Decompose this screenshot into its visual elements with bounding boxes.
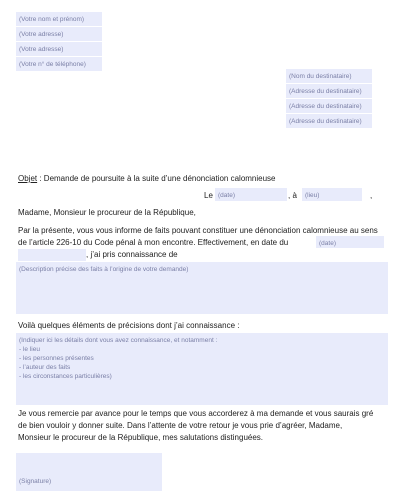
sender-name-field[interactable]: (Votre nom et prénom) [16, 12, 102, 26]
sender-address-field-1[interactable]: (Votre adresse) [16, 27, 102, 41]
fact-inline-field[interactable] [18, 249, 86, 261]
sender-phone-field[interactable]: (Votre n° de téléphone) [16, 57, 102, 71]
closing-line1: Je vous remercie par avance pour le temps que vous accorderez à ma demande et vous saurais gré [18, 409, 374, 418]
sender-address-field-2[interactable]: (Votre adresse) [16, 42, 102, 56]
signature-placeholder: (Signature) [19, 478, 52, 485]
date-suffix: , [370, 191, 373, 200]
salutation: Madame, Monsieur le procureur de la République, [18, 208, 196, 217]
para1-line3: , j’ai pris connaissance de [86, 250, 178, 259]
subject-line [18, 173, 276, 185]
signature-field[interactable] [16, 453, 162, 491]
recipient-address-field-1[interactable]: (Adresse du destinataire) [286, 84, 372, 98]
recipient-address-field-2[interactable]: (Adresse du destinataire) [286, 99, 372, 113]
date-field[interactable]: (date) [215, 188, 287, 201]
subject-text: : Demande de poursuite à la suite d’une dénonciation calomnieuse [37, 174, 276, 183]
details-field[interactable]: (Indiquer ici les détails dont vous avez connaissance, et notamment : - le lieu - les personnes présentes - l’auteur des faits - les circonstances particulières) [16, 333, 388, 405]
date-at: , à [288, 191, 297, 200]
subject-label: Objet [18, 174, 38, 183]
description-field[interactable]: (Description précise des faits à l’origine de votre demande) [16, 262, 388, 314]
para1-line1: Par la présente, vous vous informe de faits pouvant constituer une dénonciation calomnieuse au sens [18, 226, 378, 235]
date-prefix: Le [204, 191, 213, 200]
closing-line3: Monsieur le procureur de la République, mes salutations distinguées. [18, 433, 264, 442]
recipient-address-field-3[interactable]: (Adresse du destinataire) [286, 114, 372, 128]
recipient-name-field[interactable]: (Nom du destinataire) [286, 69, 372, 83]
closing-line2: de bien vouloir y donner suite. Dans l’attente de votre retour je vous prie d’agréer, Madame, [18, 421, 343, 430]
para1-line2: de l’article 226-10 du Code pénal à mon encontre. Effectivement, en date du [18, 238, 289, 247]
details-intro: Voilà quelques éléments de précisions dont j’ai connaissance : [18, 321, 240, 330]
place-field[interactable]: (lieu) [302, 188, 362, 201]
fact-date-field[interactable]: (date) [316, 236, 384, 248]
